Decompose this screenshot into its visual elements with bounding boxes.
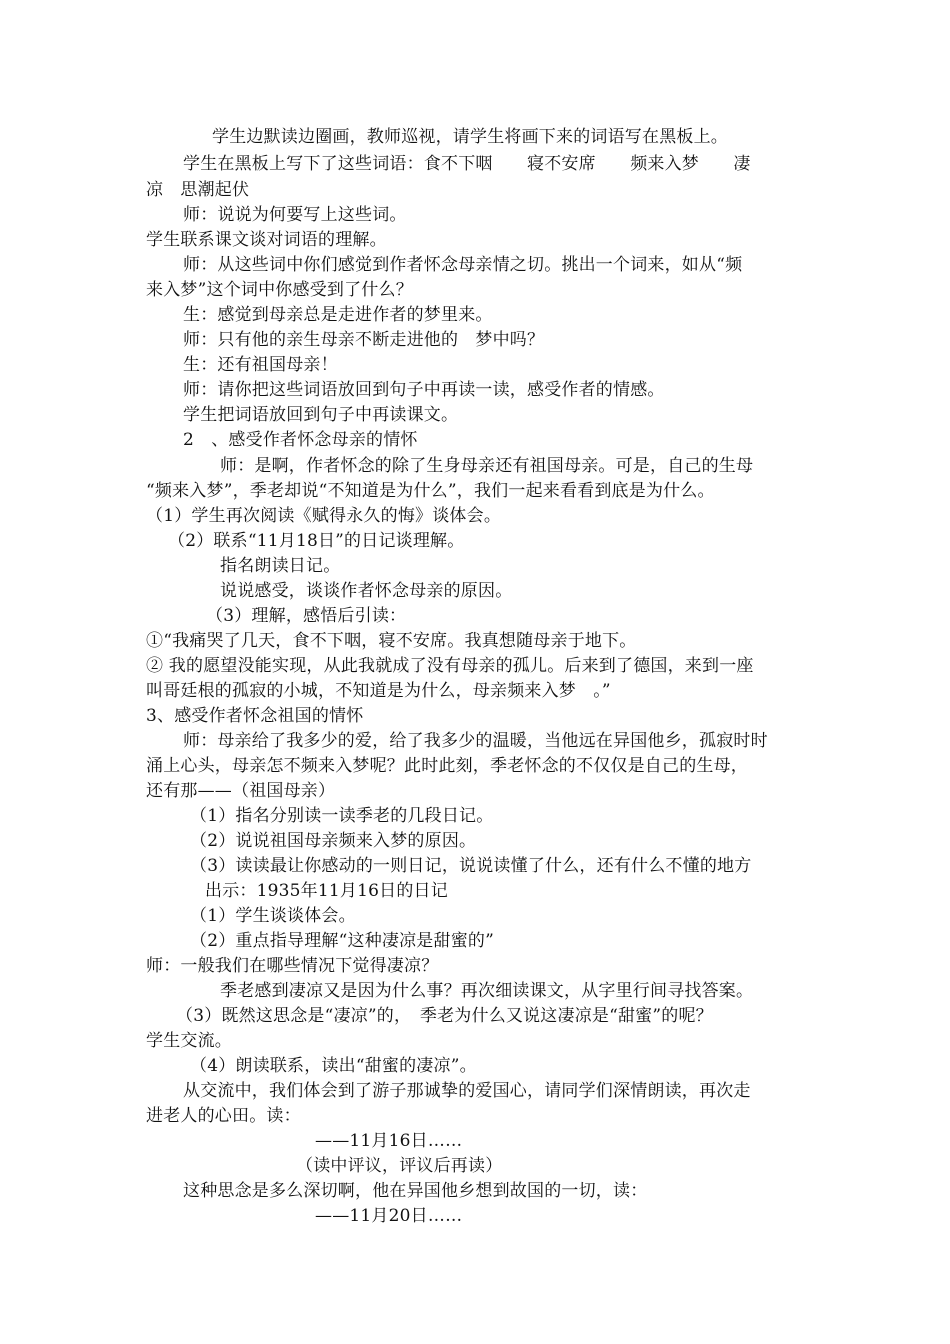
paragraph-line: （1）指名分别读一读季老的几段日记。	[190, 806, 494, 826]
section-heading: 2 、感受作者怀念母亲的情怀	[183, 430, 418, 450]
paragraph-line: （读中评议，评议后再读）	[296, 1156, 503, 1176]
diary-reference: ——11月20日……	[315, 1206, 463, 1226]
paragraph-line: 学生交流。	[146, 1031, 232, 1051]
paragraph-line: （2）联系“11月18日”的日记谈理解。	[168, 531, 465, 551]
paragraph-line: 学生在黑板上写下了这些词语：食不下咽 寝不安席 频来入梦 凄	[183, 154, 751, 174]
paragraph-line: （4）朗读联系，读出“甜蜜的凄凉”。	[190, 1056, 477, 1076]
paragraph-line: 师：说说为何要写上这些词。	[183, 205, 407, 225]
paragraph-line: （2）说说祖国母亲频来入梦的原因。	[190, 831, 477, 851]
paragraph-line: （3）既然这思念是“凄凉”的， 季老为什么又说这凄凉是“甜蜜”的呢？	[176, 1006, 713, 1026]
paragraph-line: （1）学生谈谈体会。	[190, 906, 356, 926]
paragraph-line: “频来入梦”，季老却说“不知道是为什么”，我们一起来看看到底是为什么。	[146, 481, 715, 501]
section-heading: 3、感受作者怀念祖国的情怀	[146, 706, 364, 726]
diary-reference: ——11月16日……	[315, 1131, 463, 1151]
paragraph-line: 学生边默读边圈画，教师巡视，请学生将画下来的词语写在黑板上。	[212, 127, 728, 147]
paragraph-line: 师：母亲给了我多少的爱，给了我多少的温暖，当他远在异国他乡，孤寂时时	[183, 731, 768, 751]
quote-line: ② 我的愿望没能实现，从此我就成了没有母亲的孤儿。后来到了德国，来到一座	[146, 656, 754, 676]
quote-line: 叫哥廷根的孤寂的小城，不知道是为什么，母亲频来入梦 。”	[146, 681, 611, 701]
paragraph-line: 指名朗读日记。	[220, 556, 341, 576]
paragraph-line: （1）学生再次阅读《赋得永久的悔》谈体会。	[146, 506, 502, 526]
paragraph-line: 涌上心头，母亲怎不频来入梦呢？此时此刻，季老怀念的不仅仅是自己的生母，	[146, 756, 748, 776]
paragraph-line: （2）重点指导理解“这种凄凉是甜蜜的”	[190, 931, 494, 951]
paragraph-line: 进老人的心田。读：	[146, 1106, 301, 1126]
paragraph-line: 还有那——（祖国母亲）	[146, 781, 336, 801]
paragraph-line: 学生联系课文谈对词语的理解。	[146, 230, 387, 250]
paragraph-line: 学生把词语放回到句子中再读课文。	[183, 405, 459, 425]
paragraph-line: 季老感到凄凉又是因为什么事？再次细读课文，从字里行间寻找答案。	[220, 981, 754, 1001]
paragraph-line: 师：只有他的亲生母亲不断走进他的 梦中吗？	[183, 330, 545, 350]
paragraph-line: （3）读读最让你感动的一则日记，说说读懂了什么，还有什么不懂的地方	[190, 856, 752, 876]
paragraph-line: 来入梦”这个词中你感受到了什么？	[146, 280, 413, 300]
quote-line: ①“我痛哭了几天，食不下咽，寝不安席。我真想随母亲于地下。	[146, 631, 637, 651]
paragraph-line: 师：请你把这些词语放回到句子中再读一读，感受作者的情感。	[183, 380, 665, 400]
paragraph-line: 师：是啊，作者怀念的除了生身母亲还有祖国母亲。可是，自己的生母	[220, 456, 754, 476]
paragraph-line: 师：从这些词中你们感觉到作者怀念母亲情之切。挑出一个词来，如从“频	[183, 255, 743, 275]
paragraph-line: 说说感受，谈谈作者怀念母亲的原因。	[220, 581, 513, 601]
paragraph-line: 从交流中，我们体会到了游子那诚挚的爱国心，请同学们深情朗读，再次走	[183, 1081, 751, 1101]
paragraph-line: 师：一般我们在哪些情况下觉得凄凉？	[146, 956, 439, 976]
paragraph-line: 出示：1935年11月16日的日记	[205, 881, 448, 901]
paragraph-line: （3）理解，感悟后引读：	[206, 606, 407, 626]
paragraph-line: 这种思念是多么深切啊，他在异国他乡想到故国的一切，读：	[183, 1181, 648, 1201]
paragraph-line: 凉 思潮起伏	[146, 180, 250, 200]
paragraph-line: 生：感觉到母亲总是走进作者的梦里来。	[183, 305, 493, 325]
paragraph-line: 生：还有祖国母亲！	[183, 355, 338, 375]
